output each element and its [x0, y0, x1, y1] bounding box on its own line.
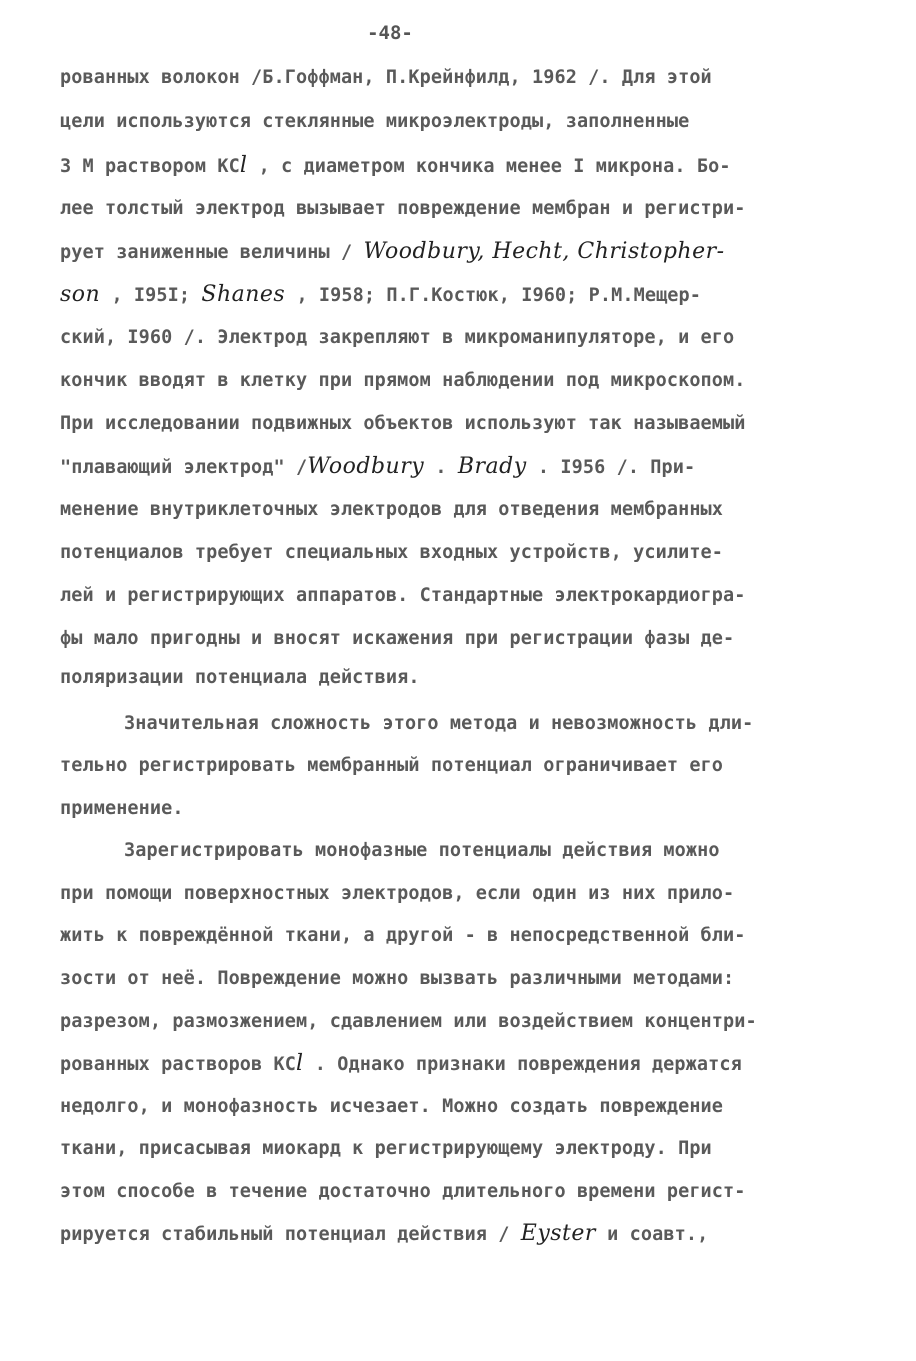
- handwritten-text: Woodbury: [307, 454, 425, 479]
- handwritten-text: Brady: [457, 454, 527, 479]
- text-line: этом способе в течение достаточно длительного времени регист-: [60, 1181, 746, 1202]
- text-line: зости от неё. Повреждение можно вызвать различными методами:: [60, 968, 735, 989]
- text-line: Значительная сложность этого метода и невозможность дли-: [124, 713, 754, 734]
- text-line: применение.: [60, 798, 184, 819]
- text-line: Зарегистрировать монофазные потенциалы действия можно: [124, 840, 720, 861]
- text-line: рованных волокон /Б.Гоффман, П.Крейнфилд, 1962 /. Для этой: [60, 67, 712, 88]
- text-line: "плавающий электрод" /Woodbury . Brady . I956 /. При-: [60, 454, 696, 479]
- text-line: менение внутриклеточных электродов для отведения мембранных: [60, 499, 724, 520]
- text-line: жить к повреждённой ткани, а другой - в непосредственной бли-: [60, 925, 746, 946]
- handwritten-text: Eyster: [520, 1221, 596, 1246]
- text-line: При исследовании подвижных объектов используют так называемый: [60, 413, 746, 434]
- text-line: лее толстый электрод вызывает повреждение мембран и регистри-: [60, 198, 746, 219]
- text-line: разрезом, размозжением, сдавлением или воздействием концентри-: [60, 1011, 757, 1032]
- text-line: ский, I960 /. Электрод закрепляют в микроманипуляторе, и его: [60, 327, 735, 348]
- page-number: -48-: [367, 22, 413, 44]
- text-line: кончик вводят в клетку при прямом наблюдении под микроскопом.: [60, 370, 746, 391]
- text-line: рует заниженные величины / Woodbury, Hecht, Christopher-: [60, 239, 725, 264]
- text-line: рируется стабильный потенциал действия / Eyster и соавт.,: [60, 1221, 709, 1246]
- text-line: son , I95I; Shanes , I958; П.Г.Костюк, I960; Р.М.Мещер-: [60, 282, 702, 307]
- handwritten-text: son: [60, 282, 101, 307]
- handwritten-text: l: [296, 1051, 304, 1076]
- text-line: потенциалов требует специальных входных устройств, усилите-: [60, 542, 724, 563]
- text-line: фы мало пригодны и вносят искажения при регистрации фазы де-: [60, 628, 735, 649]
- handwritten-text: Shanes: [201, 282, 286, 307]
- text-line: недолго, и монофазность исчезает. Можно создать повреждение: [60, 1096, 724, 1117]
- text-line: при помощи поверхностных электродов, если один из них прило-: [60, 883, 735, 904]
- text-line: лей и регистрирующих аппаратов. Стандартные электрокардиогра-: [60, 585, 746, 606]
- text-line: 3 М раствором KCl , с диаметром кончика менее I микрона. Бо-: [60, 153, 731, 178]
- handwritten-text: Woodbury, Hecht, Christopher-: [363, 239, 725, 264]
- handwritten-text: l: [239, 153, 248, 178]
- text-line: рованных растворов KCl . Однако признаки повреждения держатся: [60, 1051, 742, 1076]
- text-line: тельно регистрировать мембранный потенциал ограничивает его: [60, 755, 724, 776]
- text-line: ткани, присасывая миокард к регистрирующему электроду. При: [60, 1138, 712, 1159]
- text-line: цели используются стеклянные микроэлектроды, заполненные: [60, 111, 690, 132]
- text-line: поляризации потенциала действия.: [60, 667, 420, 688]
